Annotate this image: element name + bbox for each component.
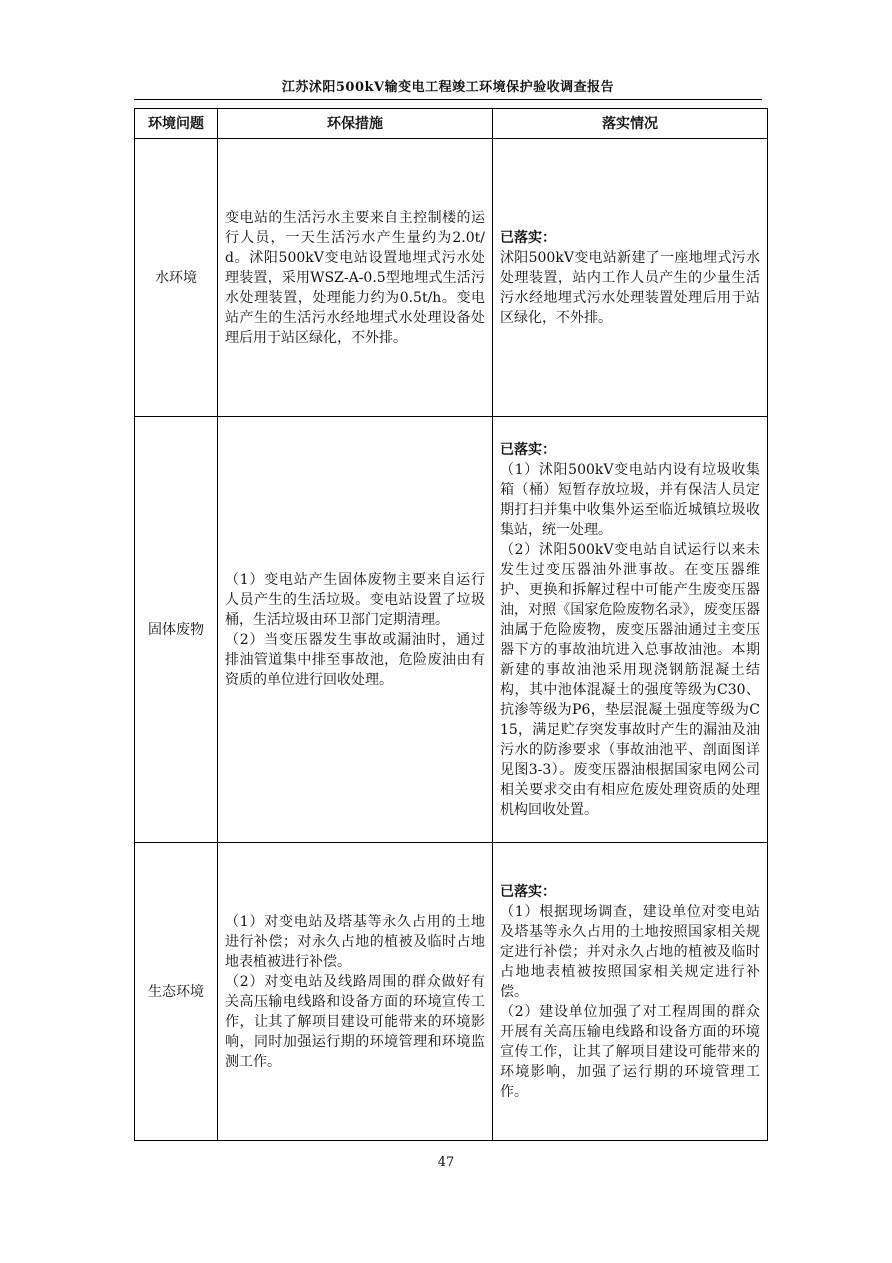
table-row-ecology <box>135 843 768 1141</box>
table-header-row <box>135 109 768 139</box>
measure-paragraph: （2）对变电站及线路周围的群众做好有关高压输电线路和设备方面的环境宣传工作，让其了解项目建设可能带来的环境影响，同时加强运行期的环境管理和环境监测工作。 <box>225 973 485 1070</box>
page-number: 47 <box>437 1155 455 1170</box>
measure-paragraph: 变电站的生活污水主要来自主控制楼的运行人员，一天生活污水产生量约为2.0t/d。沭阳500kV变电站设置地埋式污水处理装置，采用WSZ-A-0.5型地埋式生活污水处理装置，处理能力约为0.5t/h。变电站产生的生活污水经地埋式水处理设备处理后用于站区绿化，不外排。 <box>225 209 485 346</box>
status-paragraph: 沭阳500kV变电站新建了一座地埋式污水处理装置，站内工作人员产生的少量生活污水经地埋式污水处理装置处理后用于站区绿化，不外排。 <box>500 249 760 326</box>
status-paragraph: （1）沭阳500kV变电站内设有垃圾收集箱（桶）短暂存放垃圾，并有保洁人员定期打扫并集中收集外运至临近城镇垃圾收集站，统一处理。 <box>500 461 760 538</box>
status-heading: 已落实： <box>500 441 556 458</box>
status-paragraph: （2）建设单位加强了对工程周围的群众开展有关高压输电线路和设备方面的环境宣传工作，让其了解项目建设可能带来的环境影响，加强了运行期的环境管理工作。 <box>500 1003 760 1100</box>
measure-paragraph: （1）对变电站及塔基等永久占用的土地进行补偿；对永久占地的植被及临时占地地表植被进行补偿。 <box>225 913 485 970</box>
measures-table <box>134 108 768 1141</box>
measure-paragraph: （2）当变压器发生事故或漏油时，通过排油管道集中排至事故池，危险废油由有资质的单位进行回收处理。 <box>225 631 485 688</box>
table-row-water <box>135 139 768 417</box>
column-header-status: 落实情况 <box>493 109 768 139</box>
measure-cell <box>218 417 493 843</box>
column-header-measure: 环保措施 <box>218 109 493 139</box>
status-heading: 已落实： <box>500 229 556 246</box>
measure-paragraph: （1）变电站产生固体废物主要来自运行人员产生的生活垃圾。变电站设置了垃圾桶，生活垃圾由环卫部门定期清理。 <box>225 571 485 628</box>
status-paragraph: （2）沭阳500kV变电站自试运行以来未发生过变压器油外泄事故。在变压器维护、更换和拆解过程中可能产生废变压器油，对照《国家危险废物名录》，废变压器油属于危险废物，废变压器油通过主变压器下方的事故油坑进入总事故油池。本期新建的事故油池采用现浇钢筋混凝土结构，其中池体混凝土的强度等级为C30、抗渗等级为P6，垫层混凝土强度等级为C15，满足贮存突发事故时产生的漏油及油污水的防渗要求（事故油池平、剖面图详见图3-3）。废变压器油根据国家电网公司相关要求交由有相应危废处理资质的处理机构回收处置。 <box>500 541 760 818</box>
measure-cell <box>218 139 493 417</box>
status-cell <box>493 139 768 417</box>
header-rule <box>134 99 762 100</box>
status-heading: 已落实： <box>500 883 556 900</box>
measure-cell <box>218 843 493 1141</box>
report-header-title: 江苏沭阳500kV输变电工程竣工环境保护验收调查报告 <box>281 80 615 95</box>
column-header-issue: 环境问题 <box>135 109 218 139</box>
table-row-solid-waste <box>135 417 768 843</box>
status-cell <box>493 417 768 843</box>
issue-cell: 固体废物 <box>135 417 218 843</box>
status-cell <box>493 843 768 1141</box>
issue-cell: 生态环境 <box>135 843 218 1141</box>
issue-cell: 水环境 <box>135 139 218 417</box>
status-paragraph: （1）根据现场调查，建设单位对变电站及塔基等永久占用的土地按照国家相关规定进行补偿；并对永久占地的植被及临时占地地表植被按照国家相关规定进行补偿。 <box>500 903 760 1000</box>
